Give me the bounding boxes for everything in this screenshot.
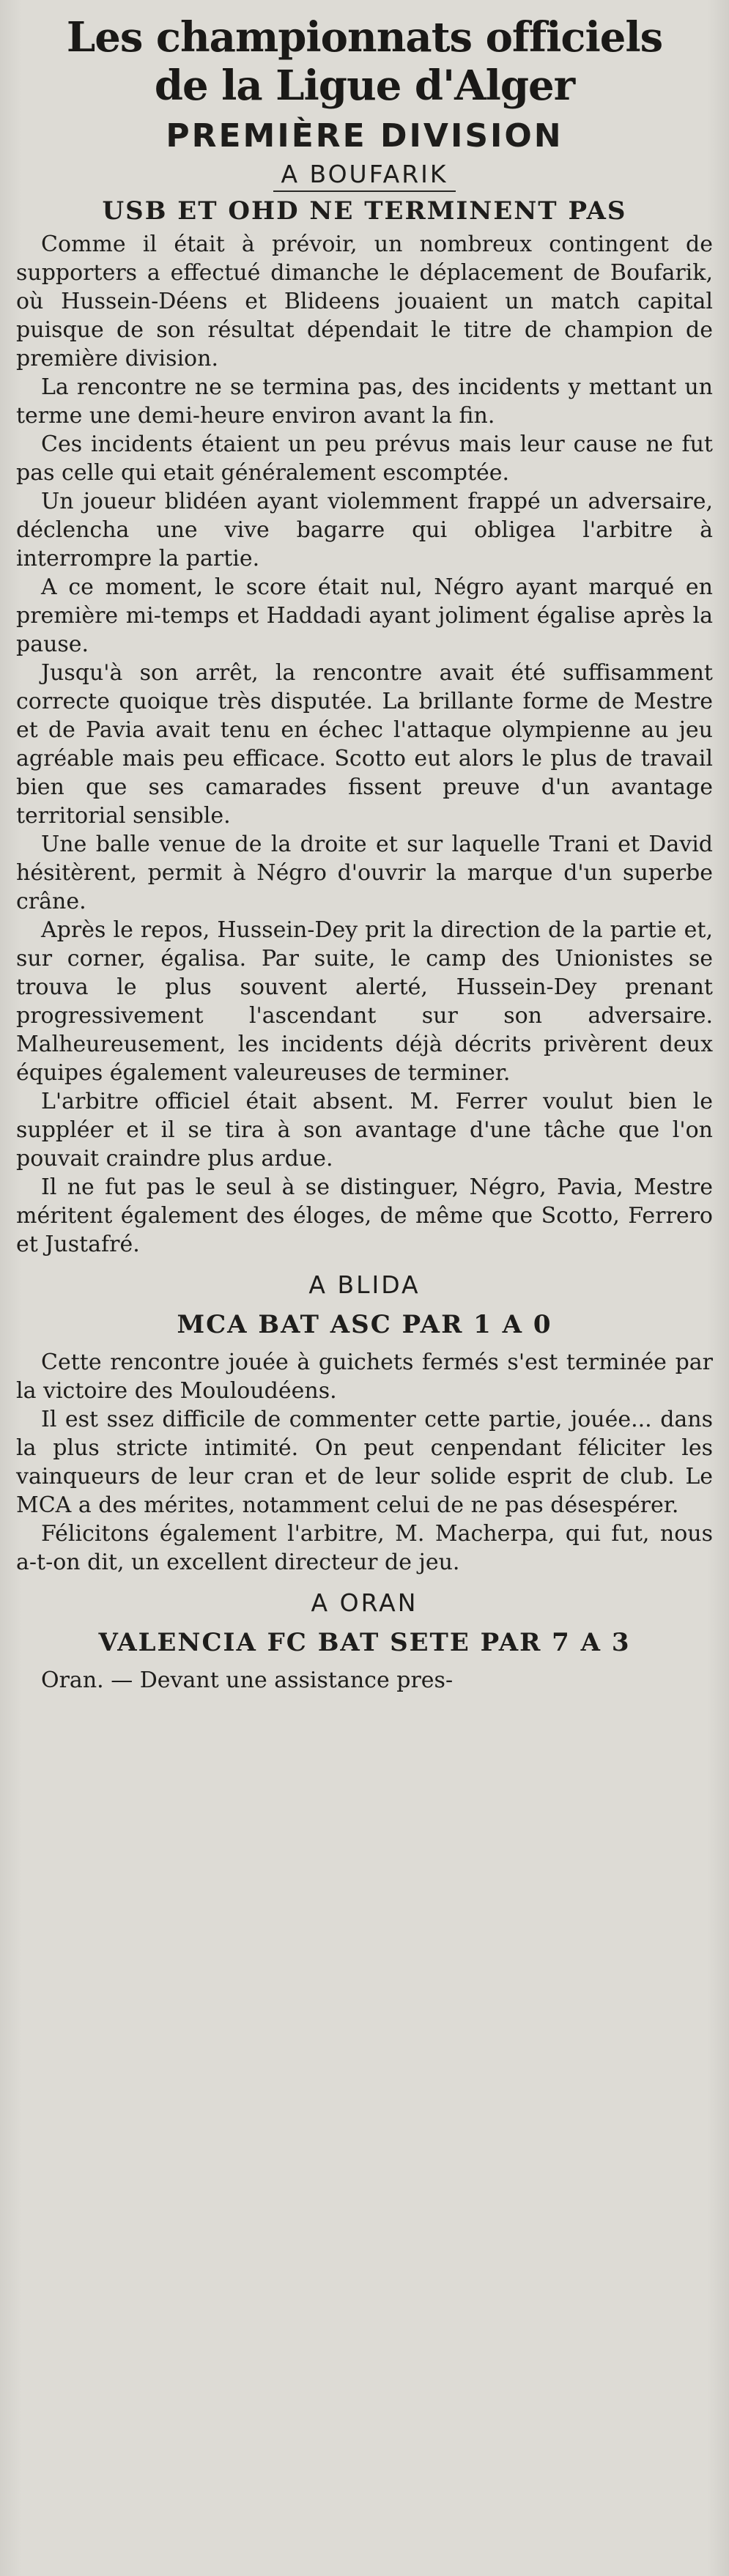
section-3-location: A ORAN: [311, 1588, 418, 1617]
paragraph: A ce moment, le score était nul, Négro ayant marqué en première mi-temps et Haddadi ayant joliment égalise après la pause.: [16, 574, 713, 657]
paragraph: Félicitons également l'arbitre, M. Macherpa, qui fut, nous a-t-on dit, un excellent directeur de jeu.: [16, 1521, 713, 1575]
paragraph: Ces incidents étaient un peu prévus mais leur cause ne fut pas celle qui etait généralement escomptée.: [16, 432, 713, 486]
paragraph: L'arbitre officiel était absent. M. Ferrer voulut bien le suppléer et il se tira à son avantage d'une tâche que l'on pouvait craindre plus ardue.: [16, 1089, 713, 1172]
headline-line-2: de la Ligue d'Alger: [154, 62, 575, 110]
paragraph: Après le repos, Hussein-Dey prit la direction de la partie et, sur corner, égalisa. Par suite, le camp des Unionistes se trouva le plus souvent alerté, Hussein-Dey prenant progressivement l'ascendant sur son adversaire. Malheureusement, les incidents déjà décrits privèrent deux équipes également valeureuses de terminer.: [16, 917, 713, 1086]
section-2-body: [16, 1348, 713, 1577]
paragraph: Il ne fut pas le seul à se distinguer, Négro, Pavia, Mestre méritent également des éloges, de même que Scotto, Ferrero et Justafré.: [16, 1174, 713, 1257]
paragraph: Comme il était à prévoir, un nombreux contingent de supporters a effectué dimanche le déplacement de Boufarik, où Hussein-Déens et Blideens jouaient un match capital puisque de son résultat dépendait le titre de champion de première division.: [16, 232, 713, 371]
paragraph: Jusqu'à son arrêt, la rencontre avait été suffisamment correcte quoique très disputée. La brillante forme de Mestre et de Pavia avait tenu en échec l'attaque olympienne au jeu agréable mais peu efficace. Scotto eut alors le plus de travail bien que ses camarades fissent preuve d'un avantage territorial sensible.: [16, 660, 713, 829]
paragraph: Il est ssez difficile de commenter cette partie, jouée... dans la plus stricte intimité. On peut cenpendant féliciter les vainqueurs de leur cran et de leur solide esprit de club. Le MCA a des mérites, notamment celui de ne pas désespérer.: [16, 1407, 713, 1518]
paragraph: Oran. — Devant une assistance pres-: [41, 1668, 454, 1693]
section-1-result-heading: USB ET OHD NE TERMINENT PAS: [102, 196, 627, 226]
section-2-result-heading: MCA BAT ASC PAR 1 A 0: [177, 1310, 552, 1339]
paragraph: La rencontre ne se termina pas, des incidents y mettant un terme une demi-heure environ avant la fin.: [16, 374, 713, 429]
section-3-result-heading: VALENCIA FC BAT SETE PAR 7 A 3: [98, 1628, 631, 1657]
paragraph: Une balle venue de la droite et sur laquelle Trani et David hésitèrent, permit à Négro d'ouvrir la marque d'un superbe crâne.: [16, 832, 713, 914]
section-1-location: [16, 158, 713, 192]
paragraph: Cette rencontre jouée à guichets fermés s'est terminée par la victoire des Mouloudéens.: [16, 1350, 713, 1404]
headline-line-1: Les championnats officiels: [66, 13, 663, 62]
paragraph: Un joueur blidéen ayant violemment frappé un adversaire, déclencha une vive bagarre qui obligea l'arbitre à interrompre la partie.: [16, 489, 713, 571]
section-2-location: A BLIDA: [308, 1270, 421, 1299]
section-1-location-label: A BOUFARIK: [273, 158, 455, 192]
section-3-body: [16, 1666, 713, 1695]
section-1-body: [16, 230, 713, 1259]
division-heading: PREMIÈRE DIVISION: [166, 117, 563, 155]
